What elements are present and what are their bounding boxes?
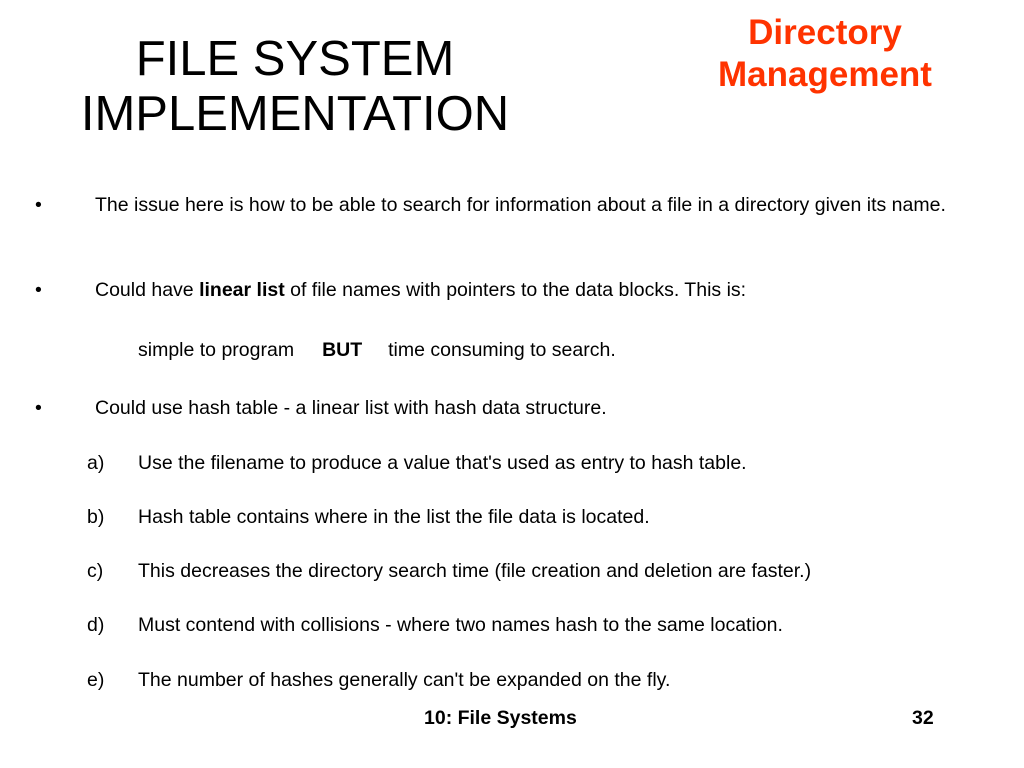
list-text: Must contend with collisions - where two names hash to the same location. [138,614,783,636]
bullet-text-emphasis: linear list [199,279,285,301]
note-left: simple to program [138,339,295,361]
note-middle: BUT [322,339,363,361]
slide-title-line-1: FILE SYSTEM [135,32,455,86]
bullet-dot: • [35,194,42,216]
comparison-note [138,337,616,363]
section-heading-line-1: Directory [748,13,902,52]
list-text: The number of hashes generally can't be expanded on the fly. [138,669,671,691]
bullet-dot: • [35,397,42,419]
list-marker: c) [87,560,104,582]
list-marker: d) [87,614,105,636]
section-heading-line-2: Management [718,55,932,94]
bullet-text: The issue here is how to be able to search for information about a file in a directory given its name. [95,194,946,216]
page-number: 32 [912,707,934,729]
list-marker: e) [87,669,105,691]
list-marker: b) [87,506,105,528]
bullet-text-start: Could have [95,279,200,301]
slide-title [60,32,530,142]
bullet-dot: • [35,279,42,301]
slide-title-line-2: IMPLEMENTATION [80,87,510,141]
list-marker: a) [87,452,105,474]
bullet-text-end: of file names with pointers to the data blocks. This is: [284,279,747,301]
list-text: Use the filename to produce a value that's used as entry to hash table. [138,452,747,474]
section-heading [690,12,960,96]
bullet-text [95,277,979,303]
note-right: time consuming to search. [388,339,616,361]
footer-title: 10: File Systems [424,707,577,729]
list-text: Hash table contains where in the list the file data is located. [138,506,650,528]
list-text: This decreases the directory search time (file creation and deletion are faster.) [138,560,812,582]
bullet-text: Could use hash table - a linear list with hash data structure. [95,397,607,419]
